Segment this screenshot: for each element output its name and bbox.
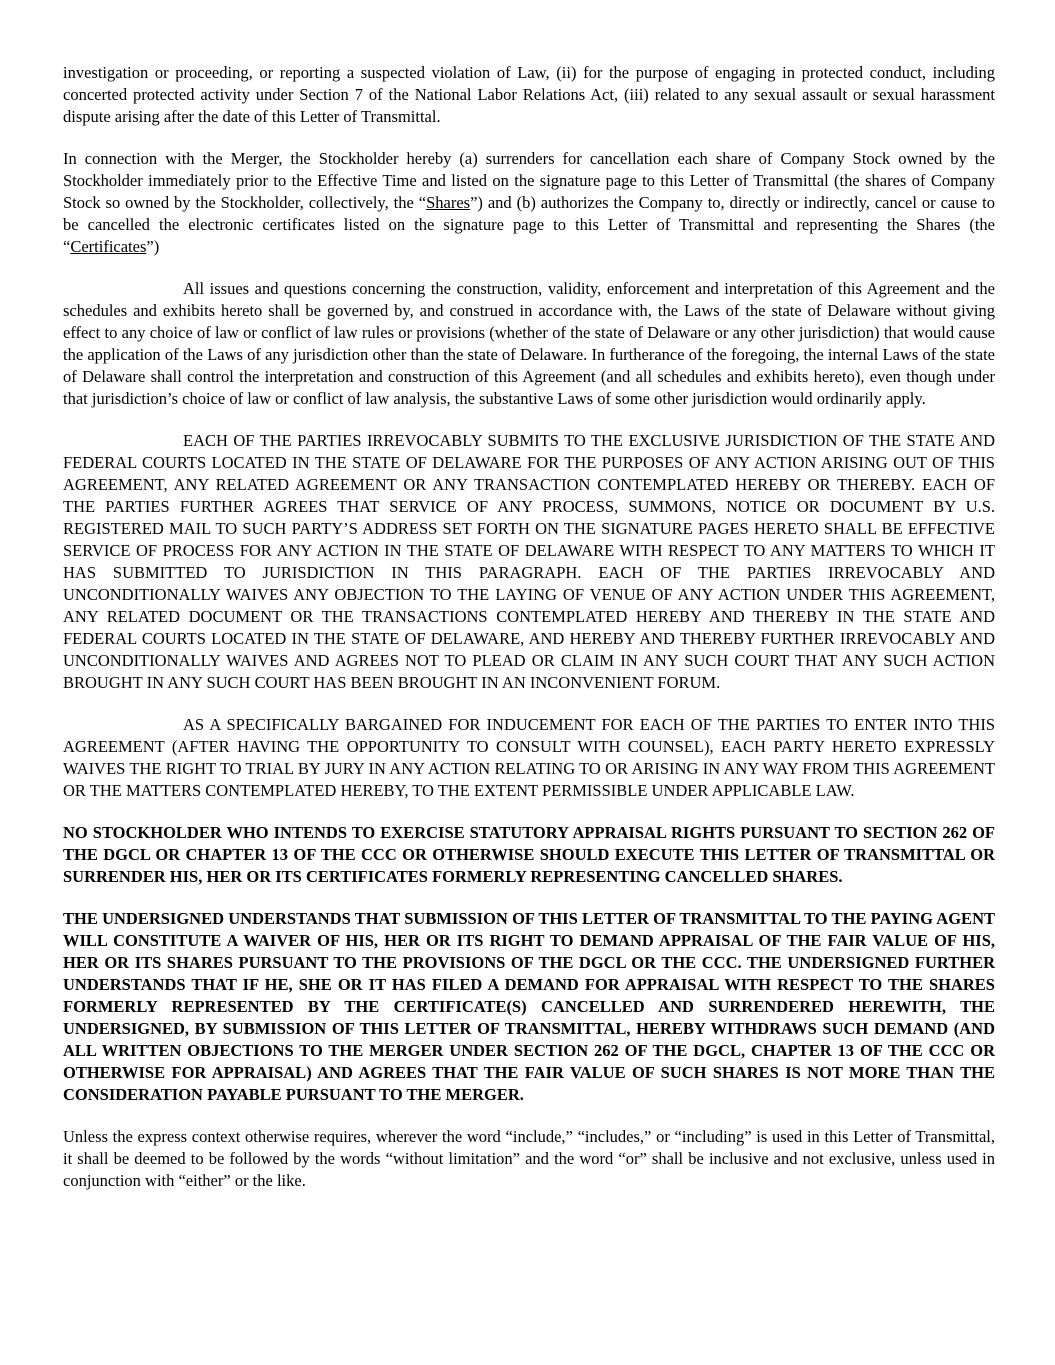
paragraph-surrender-of-shares	[63, 148, 995, 258]
paragraph-governing-law: All issues and questions concerning the construction, validity, enforcement and interpretation of this Agreement and the schedules and exhibits hereto shall be governed by, and construed in accordance with, the Laws of the state of Delaware without giving effect to any choice of law or conflict of law rules or provisions (whether of the state of Delaware or any other jurisdiction) that would cause the application of the Laws of any jurisdiction other than the state of Delaware. In furtherance of the foregoing, the internal Laws of the state of Delaware shall control the interpretation and construction of this Agreement (and all schedules and exhibits hereto), even though under that jurisdiction’s choice of law or conflict of law analysis, the substantive Laws of some other jurisdiction would ordinarily apply.	[63, 279, 995, 408]
paragraph-text: In connection with the Merger, the Stockholder hereby (a) surrenders for cancellation each share of Company Stock owned by the Stockholder immediately prior to the Effective Time and listed on the signature page to this Letter of Transmittal (the shares of Company Stock so owned by the Stockholder, collectively, the “	[63, 149, 995, 212]
paragraph-protected-conduct: investigation or proceeding, or reporting a suspected violation of Law, (ii) for the purpose of engaging in protected conduct, including concerted protected activity under Section 7 of the National Labor Relations Act, (iii) related to any sexual assault or sexual harassment dispute arising after the date of this Letter of Transmittal.	[63, 63, 995, 126]
defined-term-shares: Shares	[426, 193, 471, 212]
paragraph-text: ”) and (b) authorizes the Company to, directly or indirectly, cancel or cause to be cancelled the electronic certificates listed on the signature page to this Letter of Transmittal and representing the Shares (the “	[63, 193, 995, 256]
paragraph-exclusive-jurisdiction: EACH OF THE PARTIES IRREVOCABLY SUBMITS TO THE EXCLUSIVE JURISDICTION OF THE STATE AND FEDERAL COURTS LOCATED IN THE STATE OF DELAWARE FOR THE PURPOSES OF ANY ACTION ARISING OUT OF THIS AGREEMENT, ANY RELATED AGREEMENT OR ANY TRANSACTION CONTEMPLATED HEREBY OR THEREBY. EACH OF THE PARTIES FURTHER AGREES THAT SERVICE OF ANY PROCESS, SUMMONS, NOTICE OR DOCUMENT BY U.S. REGISTERED MAIL TO SUCH PARTY’S ADDRESS SET FORTH ON THE SIGNATURE PAGES HERETO SHALL BE EFFECTIVE SERVICE OF PROCESS FOR ANY ACTION IN THE STATE OF DELAWARE WITH RESPECT TO ANY MATTERS TO WHICH IT HAS SUBMITTED TO JURISDICTION IN THIS PARAGRAPH. EACH OF THE PARTIES IRREVOCABLY AND UNCONDITIONALLY WAIVES ANY OBJECTION TO THE LAYING OF VENUE OF ANY ACTION UNDER THIS AGREEMENT, ANY RELATED DOCUMENT OR THE TRANSACTIONS CONTEMPLATED HEREBY AND THEREBY IN THE STATE AND FEDERAL COURTS LOCATED IN THE STATE OF DELAWARE, AND HEREBY AND THEREBY FURTHER IRREVOCABLY AND UNCONDITIONALLY WAIVES AND AGREES NOT TO PLEAD OR CLAIM IN ANY SUCH COURT THAT ANY SUCH ACTION BROUGHT IN ANY SUCH COURT HAS BEEN BROUGHT IN AN INCONVENIENT FORUM.	[63, 431, 995, 692]
paragraph-interpretation-include: Unless the express context otherwise requires, wherever the word “include,” “includes,” or “including” is used in this Letter of Transmittal, it shall be deemed to be followed by the words “without limitation” and the word “or” shall be inclusive and not exclusive, unless used in conjunction with “either” or the like.	[63, 1127, 995, 1190]
paragraph-appraisal-waiver: THE UNDERSIGNED UNDERSTANDS THAT SUBMISSION OF THIS LETTER OF TRANSMITTAL TO THE PAYING AGENT WILL CONSTITUTE A WAIVER OF HIS, HER OR ITS RIGHT TO DEMAND APPRAISAL OF THE FAIR VALUE OF HIS, HER OR ITS SHARES PURSUANT TO THE PROVISIONS OF THE DGCL OR THE CCC. THE UNDERSIGNED FURTHER UNDERSTANDS THAT IF HE, SHE OR IT HAS FILED A DEMAND FOR APPRAISAL WITH RESPECT TO THE SHARES FORMERLY REPRESENTED BY THE CERTIFICATE(S) CANCELLED AND SURRENDERED HEREWITH, THE UNDERSIGNED, BY SUBMISSION OF THIS LETTER OF TRANSMITTAL, HEREBY WITHDRAWS SUCH DEMAND (AND ALL WRITTEN OBJECTIONS TO THE MERGER UNDER SECTION 262 OF THE DGCL, CHAPTER 13 OF THE CCC OR OTHERWISE FOR APPRAISAL) AND AGREES THAT THE FAIR VALUE OF SUCH SHARES IS NOT MORE THAN THE CONSIDERATION PAYABLE PURSUANT TO THE MERGER.	[63, 909, 995, 1104]
paragraph-jury-trial-waiver: AS A SPECIFICALLY BARGAINED FOR INDUCEMENT FOR EACH OF THE PARTIES TO ENTER INTO THIS AGREEMENT (AFTER HAVING THE OPPORTUNITY TO CONSULT WITH COUNSEL), EACH PARTY HERETO EXPRESSLY WAIVES THE RIGHT TO TRIAL BY JURY IN ANY ACTION RELATING TO OR ARISING IN ANY WAY FROM THIS AGREEMENT OR THE MATTERS CONTEMPLATED HEREBY, TO THE EXTENT PERMISSIBLE UNDER APPLICABLE LAW.	[63, 715, 995, 800]
defined-term-certificates: Certificates	[70, 237, 147, 256]
paragraph-appraisal-rights-notice: NO STOCKHOLDER WHO INTENDS TO EXERCISE STATUTORY APPRAISAL RIGHTS PURSUANT TO SECTION 262 OF THE DGCL OR CHAPTER 13 OF THE CCC OR OTHERWISE SHOULD EXECUTE THIS LETTER OF TRANSMITTAL OR SURRENDER HIS, HER OR ITS CERTIFICATES FORMERLY REPRESENTING CANCELLED SHARES.	[63, 823, 995, 886]
paragraph-text: ”)	[146, 237, 160, 256]
